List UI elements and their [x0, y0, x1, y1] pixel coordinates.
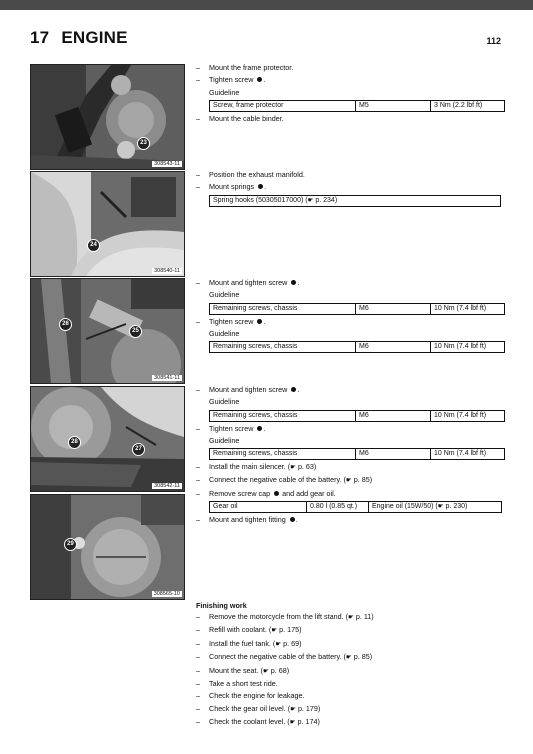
page-ref-icon: ☛ — [307, 196, 314, 204]
finishing-work — [196, 600, 374, 730]
table-row: Remaining screws, chassis M6 10 Nm (7.4 lbf ft) — [210, 303, 505, 314]
table-row: Spring hooks (50305017000) (☛ p. 234) — [210, 195, 501, 206]
callout-dot-icon — [291, 387, 296, 392]
guideline-label: Guideline — [209, 328, 240, 338]
guideline-label: Guideline — [209, 290, 240, 300]
list-item: – Mount the seat. (☛ p. 68) — [196, 665, 290, 675]
list-item: – Remove the motorcycle from the lift stand. (☛ p. 11) — [196, 612, 374, 621]
photo-exhaust-manifold-art — [31, 172, 184, 276]
callout-dot-icon — [257, 426, 262, 431]
page-ref-icon: ☛ — [345, 654, 352, 662]
list-item: – Install the main silencer. (☛ p. 63) — [196, 462, 317, 472]
callout-dot-icon — [291, 280, 296, 285]
list-item: – Position the exhaust manifold. — [196, 170, 305, 179]
photo-gear-oil-art — [31, 495, 184, 599]
chapter-heading — [30, 28, 128, 48]
page-ref-icon: ☛ — [271, 627, 278, 635]
list-item: – Take a short test ride. — [196, 679, 278, 689]
list-item: – Check the engine for leakage. — [196, 691, 305, 701]
callout-28: 28 — [68, 436, 81, 449]
page-ref-icon: ☛ — [289, 719, 296, 727]
spec-table — [209, 448, 505, 460]
section-chassis-screws-2 — [196, 384, 505, 526]
photo-chassis-screws-art — [31, 279, 184, 383]
list-item: – Mount and tighten screw . — [196, 385, 300, 394]
section-exhaust — [196, 169, 501, 208]
image-code: 308541-11 — [154, 375, 180, 381]
list-item: – Install the fuel tank. (☛ p. 69) — [196, 638, 302, 648]
table-row: Remaining screws, chassis M6 10 Nm (7.4 lbf ft) — [210, 449, 505, 460]
callout-23: 23 — [137, 137, 150, 150]
callout-dot-icon — [274, 491, 279, 496]
page-ref-icon: ☛ — [437, 503, 444, 511]
spec-table — [209, 100, 505, 112]
list-item: – Tighten screw . — [196, 316, 266, 326]
photo-frame-protector — [30, 64, 185, 170]
chapter-number: 17 — [30, 28, 50, 47]
photo-frame-protector-art — [31, 65, 184, 169]
section-frame-protector — [196, 62, 505, 125]
photo-silencer-screws-art — [31, 387, 184, 491]
list-item: – Check the gear oil level. (☛ p. 179) — [196, 703, 321, 713]
oil-spec-table — [209, 501, 502, 513]
section-chassis-screws-1 — [196, 277, 505, 354]
callout-27: 27 — [132, 443, 145, 456]
top-bar — [0, 0, 533, 10]
photo-gear-oil — [30, 494, 185, 600]
page-ref-icon: ☛ — [262, 667, 269, 675]
page-ref-icon: ☛ — [275, 640, 282, 648]
image-code: 308540-11 — [154, 268, 180, 274]
list-item: – Remove screw cap and add gear oil. — [196, 488, 336, 498]
chapter-title: ENGINE — [61, 28, 128, 47]
callout-dot-icon — [258, 184, 263, 189]
list-item: – Tighten screw . — [196, 75, 266, 85]
list-item: – Mount and tighten fitting . — [196, 515, 298, 525]
page-ref-icon: ☛ — [290, 464, 296, 472]
image-code: 308565-10 — [153, 591, 180, 597]
page-ref-icon: ☛ — [348, 614, 354, 621]
list-item: – Mount and tighten screw . — [196, 278, 300, 287]
list-item: – Connect the negative cable of the battery. (☛ p. 85) — [196, 475, 373, 485]
guideline-label: Guideline — [209, 397, 240, 407]
list-item: – Connect the negative cable of the battery. (☛ p. 85) — [196, 652, 373, 662]
list-item: – Refill with coolant. (☛ p. 175) — [196, 625, 302, 635]
photo-silencer-screws — [30, 386, 185, 492]
finishing-list — [196, 611, 374, 730]
table-row: Remaining screws, chassis M6 10 Nm (7.4 lbf ft) — [210, 410, 505, 421]
spec-table — [209, 303, 505, 315]
table-row: Remaining screws, chassis M6 10 Nm (7.4 lbf ft) — [210, 342, 505, 353]
page-number: 112 — [486, 36, 501, 46]
callout-dot-icon — [257, 77, 262, 82]
table-row: Gear oil 0.80 l (0.85 qt.) Engine oil (15W/50) (☛ p. 230) — [210, 502, 502, 513]
table-row: Screw, frame protector M5 3 Nm (2.2 lbf ft) — [210, 100, 505, 111]
callout-25: 25 — [129, 325, 142, 338]
spec-table — [209, 410, 505, 422]
guideline-label: Guideline — [209, 435, 240, 445]
guideline-label: Guideline — [209, 87, 240, 97]
image-code: 308543-11 — [154, 161, 180, 167]
photo-exhaust-manifold — [30, 171, 185, 277]
page-ref-icon: ☛ — [345, 477, 352, 485]
list-item: – Check the coolant level. (☛ p. 174) — [196, 717, 320, 727]
callout-24: 24 — [87, 239, 100, 252]
list-item: – Mount springs . — [196, 182, 267, 192]
callout-dot-icon — [290, 517, 295, 522]
photo-chassis-screws — [30, 278, 185, 384]
page-ref-icon: ☛ — [290, 705, 296, 713]
image-code: 308542-11 — [154, 483, 180, 489]
list-item: – Tighten screw . — [196, 423, 266, 433]
callout-29: 29 — [64, 538, 77, 551]
finishing-title: Finishing work — [196, 601, 247, 610]
spec-table — [209, 341, 505, 353]
callout-26: 26 — [59, 318, 72, 331]
list-item: – Mount the frame protector. — [196, 63, 294, 72]
tool-table — [209, 195, 501, 207]
callout-dot-icon — [257, 319, 262, 324]
list-item: – Mount the cable binder. — [196, 113, 284, 123]
